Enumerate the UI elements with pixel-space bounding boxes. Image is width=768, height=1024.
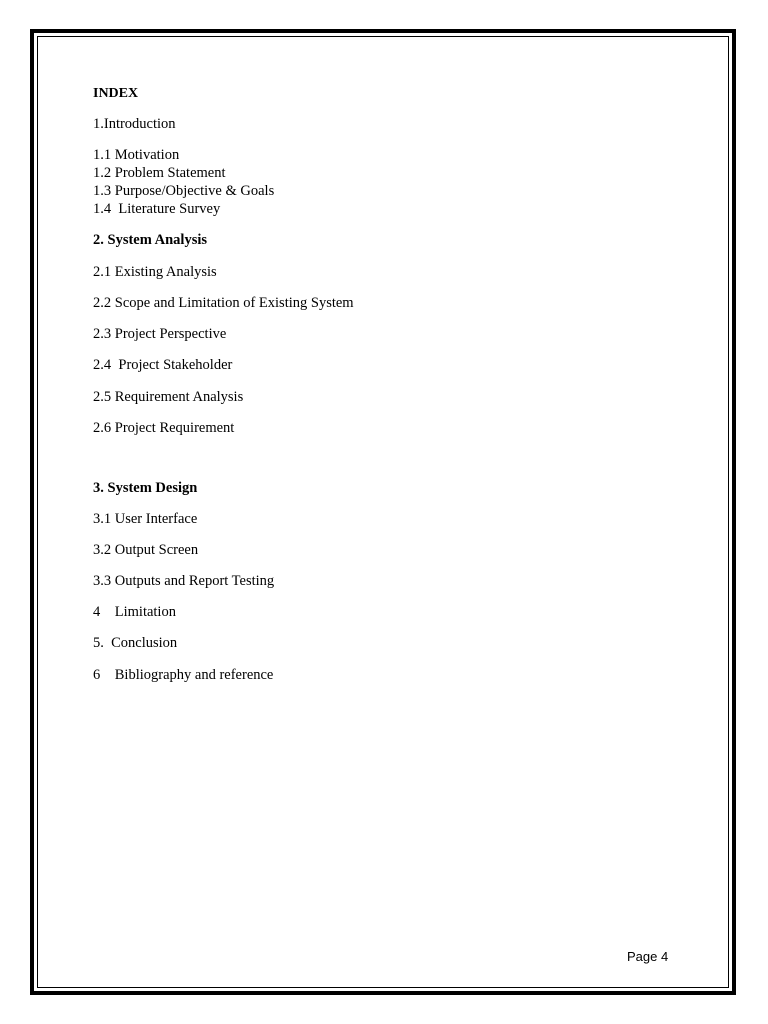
toc-heading-system-design: 3. System Design [93,480,198,496]
toc-entry-output-screen: 3.2 Output Screen [93,542,199,558]
toc-entry-introduction: 1.Introduction [93,116,176,132]
toc-entry-existing-analysis: 2.1 Existing Analysis [93,264,217,280]
toc-entry-literature-survey: 1.4 Literature Survey [93,201,221,217]
page-number: Page 4 [627,949,669,964]
toc-entry-project-requirement: 2.6 Project Requirement [93,420,235,436]
toc-entry-project-perspective: 2.3 Project Perspective [93,326,227,342]
toc-entry-problem-statement: 1.2 Problem Statement [93,165,226,181]
toc-entry-requirement-analysis: 2.5 Requirement Analysis [93,389,244,405]
toc-entry-motivation: 1.1 Motivation [93,147,180,163]
toc-entry-outputs-report-testing: 3.3 Outputs and Report Testing [93,573,275,589]
toc-entry-user-interface: 3.1 User Interface [93,511,198,527]
toc-entry-purpose-objective-goals: 1.3 Purpose/Objective & Goals [93,183,275,199]
toc-entry-project-stakeholder: 2.4 Project Stakeholder [93,357,233,373]
toc-heading-system-analysis: 2. System Analysis [93,232,208,248]
toc-entry-scope-limitation: 2.2 Scope and Limitation of Existing System [93,295,354,311]
toc-entry-limitation: 4 Limitation [93,604,176,620]
toc-entry-conclusion: 5. Conclusion [93,635,178,651]
toc-entry-bibliography: 6 Bibliography and reference [93,667,274,683]
index-title: INDEX [93,86,139,101]
